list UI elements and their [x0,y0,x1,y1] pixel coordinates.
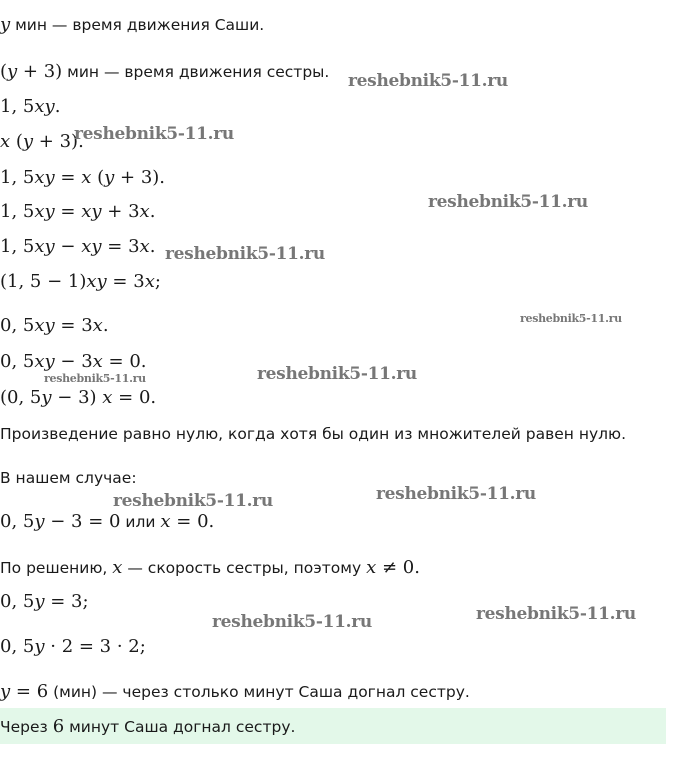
watermark: reshebnik5-11.ru [165,244,325,264]
math-segment: + 3). [114,167,166,188]
text-segment: Через [0,718,53,736]
math-segment: x [160,511,171,532]
math-segment: y [7,61,18,82]
math-segment: . [149,201,156,222]
answer-box [0,708,666,744]
watermark: reshebnik5-11.ru [44,372,146,385]
answer-text [0,715,295,739]
watermark: reshebnik5-11.ru [113,491,273,511]
watermark: reshebnik5-11.ru [476,604,636,624]
math-segment: x [92,351,103,372]
math-segment: 0, 5 [0,511,35,532]
line-cases [0,510,214,534]
line-solve-step2 [0,635,146,659]
line-sister-distance [0,130,84,154]
math-segment: = 3 [54,315,93,336]
math-segment: y [34,511,45,532]
math-segment: y [22,131,34,152]
watermark: reshebnik5-11.ru [376,484,536,504]
watermark: reshebnik5-11.ru [212,612,372,632]
text-segment: или [120,513,161,531]
math-segment: = 3; [44,591,89,612]
math-segment: 0, 5 [0,591,35,612]
math-segment: = 0. [102,351,147,372]
math-segment: xy [86,271,107,292]
math-segment: ( [91,167,105,188]
math-segment: . [54,96,61,117]
math-segment: x [139,201,150,222]
math-segment: xy [34,315,55,336]
math-segment: y [0,681,11,702]
line-equation [0,166,165,190]
math-segment: xy [81,201,102,222]
math-segment: x [92,315,103,336]
math-segment: 6 [52,716,65,737]
math-segment: 1, 5 [0,201,35,222]
math-segment: xy [34,201,55,222]
math-segment: = 0. [112,387,157,408]
text-segment: По решению, [0,559,113,577]
math-segment: − [54,236,82,257]
math-segment: y [41,387,52,408]
text-segment: — скорость сестры, поэтому [122,559,367,577]
math-segment: . [149,236,156,257]
math-segment: xy [34,167,55,188]
line-zero-product-rule [0,422,626,446]
math-segment: x [102,387,113,408]
math-segment: 0, 5 [0,636,35,657]
math-segment: + 3) [17,61,63,82]
math-segment: = 6 [10,681,49,702]
math-segment: + 3 [101,201,140,222]
line-our-case [0,466,137,490]
text-segment: Произведение равно нулю, когда хотя бы один из множителей равен нулю. [0,425,627,443]
math-segment: = [54,167,82,188]
math-segment: x [366,557,377,578]
math-segment: (1, 5 − 1) [0,271,87,292]
math-segment: 1, 5 [0,167,35,188]
line-x-nonzero [0,556,420,580]
math-segment: x [81,167,92,188]
math-segment: y [0,14,11,35]
math-segment: x [144,271,155,292]
math-segment: 1, 5 [0,236,35,257]
text-segment: (мин) — через столько минут Саша догнал сестру. [48,683,470,701]
math-segment: = 3 [106,271,145,292]
watermark: reshebnik5-11.ru [348,71,508,91]
line-simplified [0,314,109,338]
line-zero-form [0,350,147,374]
text-segment: мин — время движения Саши. [10,16,265,34]
math-segment: ( [0,61,8,82]
math-segment: = 0. [170,511,215,532]
watermark: reshebnik5-11.ru [428,192,588,212]
math-segment: xy [34,96,55,117]
math-segment: · 2 = 3 · 2; [44,636,146,657]
line-factored [0,386,156,410]
math-segment: (0, 5 [0,387,42,408]
line-expand [0,200,155,224]
math-segment: − 3 = 0 [44,511,121,532]
math-segment: y [34,636,45,657]
math-segment: xy [34,236,55,257]
math-segment: x [112,557,123,578]
math-segment: = 3 [101,236,140,257]
math-segment: 1, 5 [0,96,35,117]
line-result [0,680,470,704]
math-segment: 0, 5 [0,351,35,372]
math-segment: x [139,236,150,257]
math-segment: 0, 5 [0,315,35,336]
math-segment: ; [154,271,161,292]
line-sister-time [0,60,329,84]
line-sasha-distance [0,95,60,119]
watermark: reshebnik5-11.ru [74,124,234,144]
math-segment: ≠ 0. [376,557,420,578]
line-solve-step1 [0,590,89,614]
math-segment: x [0,131,11,152]
text-segment: минут Саша догнал сестру. [64,718,296,736]
math-segment: xy [81,236,102,257]
watermark: reshebnik5-11.ru [520,312,622,325]
math-segment: y [34,591,45,612]
math-segment: ( [10,131,23,152]
line-sasha-time [0,13,264,37]
math-segment: . [102,315,109,336]
math-segment: xy [34,351,55,372]
line-move-terms [0,235,155,259]
watermark: reshebnik5-11.ru [257,364,417,384]
math-segment: − 3) [51,387,103,408]
text-segment: мин — время движения сестры. [62,63,330,81]
math-segment: y [104,167,115,188]
math-segment: = [54,201,82,222]
text-segment: В нашем случае: [0,469,137,487]
line-factor-coeff [0,270,161,294]
math-segment: − 3 [54,351,93,372]
math-segment: + 3). [33,131,84,152]
